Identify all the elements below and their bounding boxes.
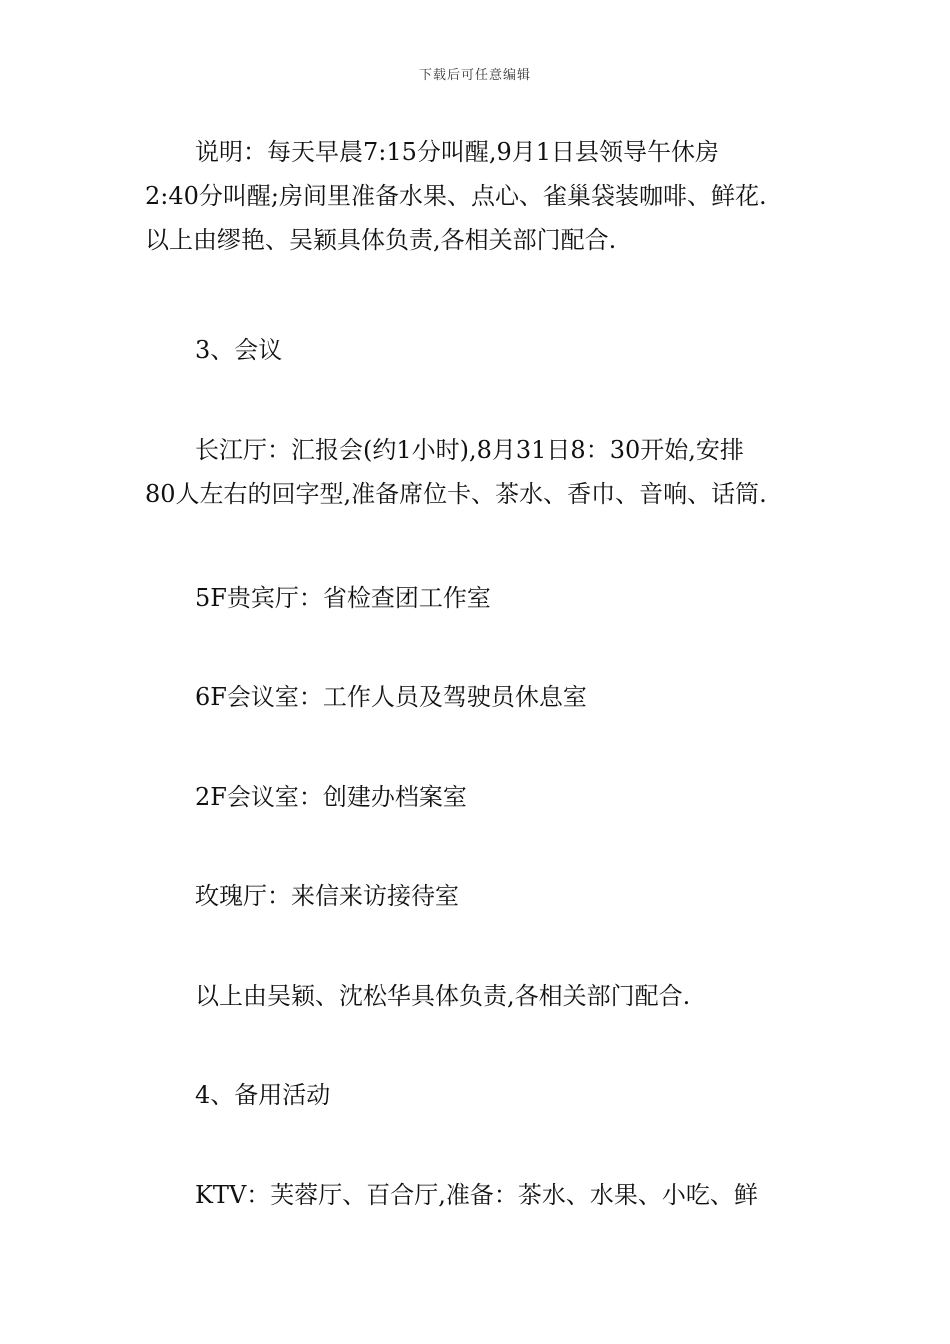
page-header: 下载后可任意编辑 [418,68,531,83]
paragraph-ktv: KTV：芙蓉厅、百合厅,准备：茶水、水果、小吃、鲜 [195,1181,758,1209]
paragraph-5f-vip-hall: 5F贵宾厅：省检查团工作室 [195,584,491,612]
paragraph-responsibility: 以上由吴颖、沈松华具体负责,各相关部门配合. [195,982,691,1010]
paragraph-2f-meeting-room: 2F会议室：创建办档案室 [195,783,467,811]
text-line: 80人左右的回字型,准备席位卡、茶水、香巾、音响、话筒. [145,480,767,508]
paragraph-wakeup-note [145,130,810,262]
paragraph-6f-meeting-room: 6F会议室：工作人员及驾驶员休息室 [195,683,587,711]
text-line: 以上由缪艳、吴颖具体负责,各相关部门配合. [145,226,617,254]
text-line: 2:40分叫醒;房间里准备水果、点心、雀巢袋装咖啡、鲜花. [145,182,767,210]
paragraph-rose-hall: 玫瑰厅：来信来访接待室 [195,882,459,910]
paragraph-changjiang-hall [145,428,810,516]
section-heading-backup-activities: 4、备用活动 [195,1081,331,1109]
section-heading-meeting: 3、会议 [195,336,283,364]
text-line: 说明：每天早晨7:15分叫醒,9月1日县领导午休房 [195,138,720,166]
text-line: 长江厅：汇报会(约1小时),8月31日8：30开始,安排 [195,436,744,464]
